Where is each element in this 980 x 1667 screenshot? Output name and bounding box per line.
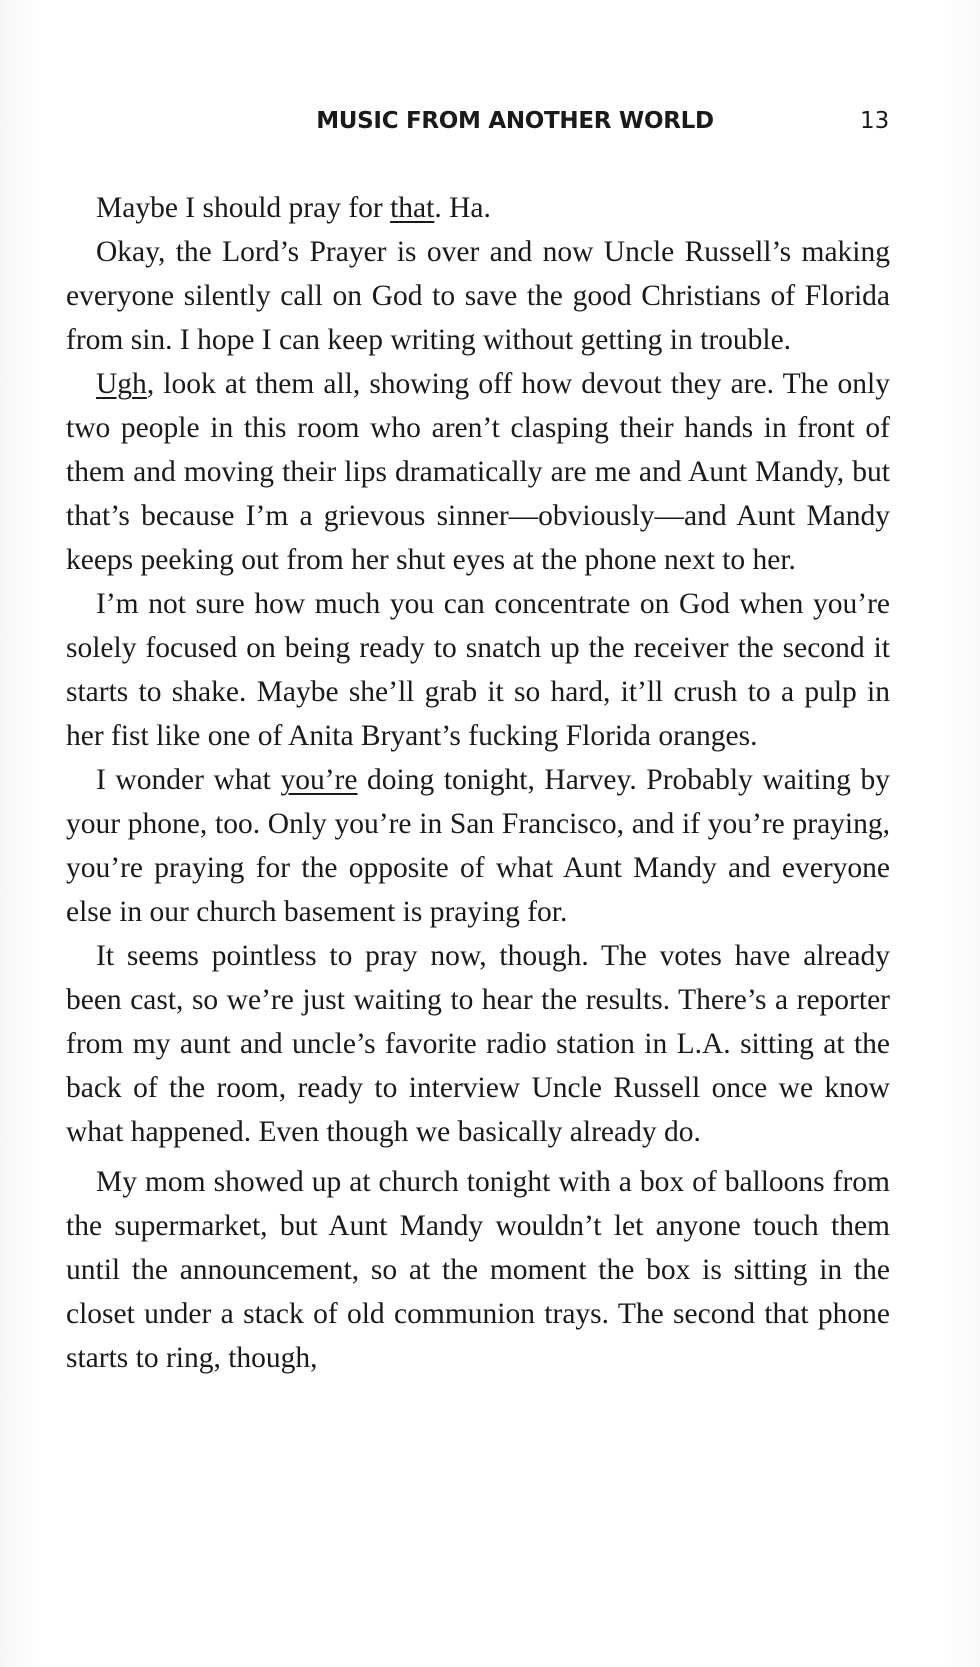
underlined-word: Ugh: [96, 368, 147, 400]
paragraph: [66, 230, 890, 362]
running-head: MUSIC FROM ANOTHER WORLD: [316, 108, 714, 134]
body-text: [66, 186, 890, 1380]
text-run: I’m not sure how much you can concentrate on God when you’re solely focused on being ready to snatch up the receiver the second it starts to shake. Maybe she’ll grab it so hard, it’ll crush to a pulp in her fist like one of Anita Bryant’s fucking Florida oranges.: [66, 588, 890, 752]
paragraph: [66, 362, 890, 582]
page-number: 13: [860, 108, 890, 134]
paragraph: [66, 1160, 890, 1380]
paragraph: [66, 186, 890, 230]
text-run: My mom showed up at church tonight with a box of balloons from the supermarket, but Aunt Mandy wouldn’t let anyone touch them until the announcement, so at the moment the box is sitting in the closet under a stack of old communion trays. The second that phone starts to ring, though,: [66, 1166, 890, 1374]
text-run: , look at them all, showing off how devout they are. The only two people in this room who aren’t clasping their hands in front of them and moving their lips dramatically are me and Aunt Mandy, but that’s because I’m a grievous sinner—obviously—and Aunt Mandy keeps peeking out from her shut eyes at the phone next to her.: [66, 368, 890, 576]
paragraph: [66, 582, 890, 758]
paragraph: [66, 758, 890, 934]
text-run: It seems pointless to pray now, though. The votes have already been cast, so we’re just waiting to hear the results. There’s a reporter from my aunt and uncle’s favorite radio station in L.A. sitting at the back of the room, ready to interview Uncle Russell once we know what happened. Even though we basically already do.: [66, 940, 890, 1148]
text-run: doing tonight, Harvey. Probably waiting by your phone, too. Only you’re in San Francisco, and if you’re praying, you’re praying for the opposite of what Aunt Mandy and everyone else in our church basement is praying for.: [66, 764, 890, 928]
text-run: Maybe I should pray for: [96, 192, 391, 224]
text-run: . Ha.: [434, 192, 491, 224]
text-run: Okay, the Lord’s Prayer is over and now Uncle Russell’s making everyone silently call on God to save the good Christians of Florida from sin. I hope I can keep writing without getting in trouble.: [66, 236, 890, 356]
paragraph: [66, 934, 890, 1154]
underlined-word: you’re: [280, 764, 358, 796]
underlined-word: that: [390, 192, 435, 224]
text-run: I wonder what: [96, 764, 281, 796]
